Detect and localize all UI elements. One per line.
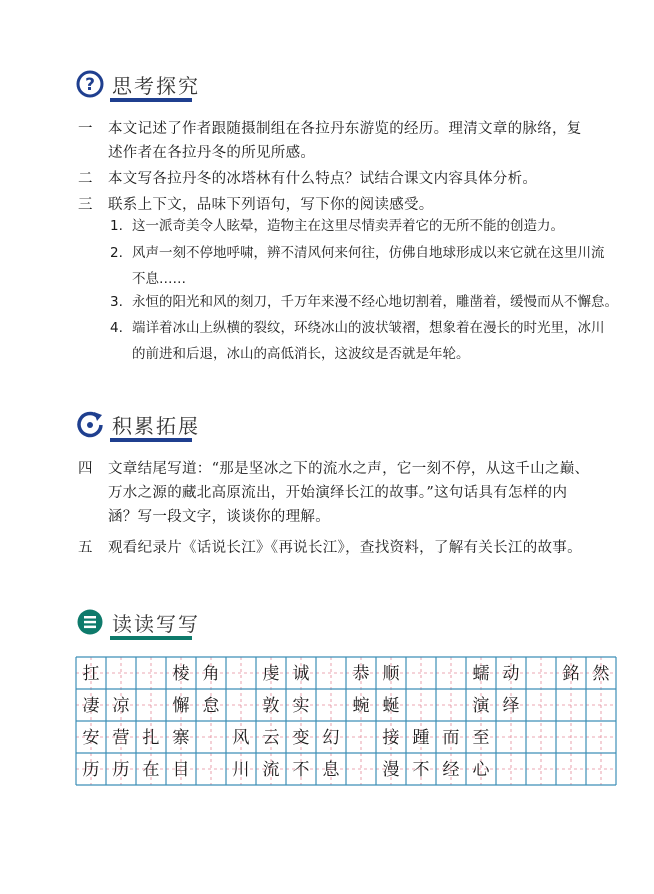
sub-item-number: 3. — [110, 294, 123, 310]
grid-character: 动 — [502, 664, 520, 684]
question-text: 本文记述了作者跟随摄制组在各拉丹东游览的经历。理清文章的脉络，复 — [108, 121, 582, 137]
sub-item-number: 4. — [110, 320, 123, 336]
grid-character: 目 — [172, 760, 190, 780]
grid-character: 扛 — [82, 664, 100, 684]
grid-character: 顺 — [382, 664, 400, 684]
grid-character: 经 — [442, 760, 460, 780]
grid-character: 安 — [82, 728, 100, 748]
grid-character: 营 — [112, 728, 130, 748]
grid-character: 而 — [442, 728, 460, 748]
question-text: 观看纪录片《话说长江》《再说长江》，查找资料，了解有关长江的故事。 — [108, 540, 582, 556]
arrow-refresh-icon — [76, 410, 104, 438]
grid-character: 在 — [142, 760, 160, 780]
sub-item-text: 的前进和后退，冰山的高低消长，这波纹是否就是年轮。 — [132, 346, 470, 362]
grid-character: 心 — [472, 760, 490, 780]
grid-character: 至 — [472, 728, 490, 748]
grid-character: 川 — [232, 760, 250, 780]
grid-character: 历 — [112, 760, 130, 780]
question-text: 文章结尾写道：“那是坚冰之下的流水之声，它一刻不停，从这千山之巅、 — [108, 461, 590, 477]
grid-character: 风 — [232, 728, 250, 748]
grid-character: 演 — [472, 696, 490, 716]
grid-character: 漫 — [382, 760, 400, 780]
grid-character: 诚 — [292, 664, 310, 684]
question-icon — [76, 70, 104, 98]
vocabulary-grid — [75, 656, 617, 786]
question-text: 述作者在各拉丹冬的所见所感。 — [108, 145, 316, 161]
sub-item-text: 不息…… — [132, 271, 186, 287]
grid-character: 扎 — [142, 728, 160, 748]
section-title-readwrite: 读读写写 — [112, 612, 200, 636]
grid-character: 实 — [292, 696, 310, 716]
grid-character: 凄 — [82, 696, 100, 716]
grid-character: 息 — [322, 760, 340, 780]
question-text: 万水之源的藏北高原流出，开始演绎长江的故事。”这句话具有怎样的内 — [108, 485, 568, 501]
grid-character: 銘 — [562, 664, 580, 684]
question-number: 三 — [78, 197, 93, 213]
grid-character: 懈 — [172, 696, 190, 716]
section-title-think: 思考探究 — [112, 74, 200, 98]
question-number: 二 — [78, 171, 93, 187]
svg-text:?: ? — [85, 75, 95, 95]
question-text: 联系上下文，品味下列语句，写下你的阅读感受。 — [108, 197, 434, 213]
sub-item-number: 1. — [110, 218, 123, 234]
sub-item-text: 这一派奇美令人眩晕，造物主在这里尽情卖弄着它的无所不能的创造力。 — [132, 218, 564, 234]
grid-character: 云 — [262, 728, 280, 748]
grid-character: 蠕 — [472, 664, 490, 684]
list-lines-icon — [76, 608, 104, 636]
grid-character: 绎 — [502, 696, 520, 716]
grid-character: 恭 — [352, 664, 370, 684]
grid-character: 蜒 — [382, 696, 400, 716]
grid-character: 踵 — [412, 728, 430, 748]
section-underline-think — [110, 98, 192, 102]
grid-character: 寨 — [172, 728, 190, 748]
grid-character: 虔 — [262, 664, 280, 684]
question-number: 五 — [78, 540, 93, 556]
grid-character: 然 — [592, 664, 610, 684]
grid-character: 棱 — [172, 664, 190, 684]
question-text: 涵？写一段文字，谈谈你的理解。 — [108, 509, 330, 525]
question-number: 一 — [78, 121, 93, 137]
sub-item-number: 2. — [110, 245, 123, 261]
grid-character: 敦 — [262, 696, 280, 716]
question-text: 本文写各拉丹冬的冰塔林有什么特点？试结合课文内容具体分析。 — [108, 171, 538, 187]
grid-character: 凉 — [112, 696, 130, 716]
section-underline-accumulate — [110, 438, 192, 442]
sub-item-text: 端详着冰山上纵横的裂纹，环绕冰山的波状皱褶，想象着在漫长的时光里，冰川 — [132, 320, 605, 336]
grid-character: 幻 — [322, 728, 340, 748]
grid-character: 不 — [292, 760, 310, 780]
sub-item-text: 永恒的阳光和风的刻刀，千万年来漫不经心地切割着，雕凿着，缓慢而从不懈怠。 — [132, 294, 618, 310]
section-title-accumulate: 积累拓展 — [112, 414, 200, 438]
question-number: 四 — [78, 461, 93, 477]
grid-character: 怠 — [202, 696, 220, 716]
sub-item-text: 风声一刻不停地呼啸，辨不清风何来何往，仿佛自地球形成以来它就在这里川流 — [132, 245, 605, 261]
grid-character: 接 — [382, 728, 400, 748]
grid-character: 变 — [292, 728, 310, 748]
grid-character: 历 — [82, 760, 100, 780]
section-underline-readwrite — [110, 636, 192, 640]
grid-character: 不 — [412, 760, 430, 780]
grid-character: 角 — [202, 664, 220, 684]
grid-character: 蜿 — [352, 696, 370, 716]
grid-character: 流 — [262, 760, 280, 780]
